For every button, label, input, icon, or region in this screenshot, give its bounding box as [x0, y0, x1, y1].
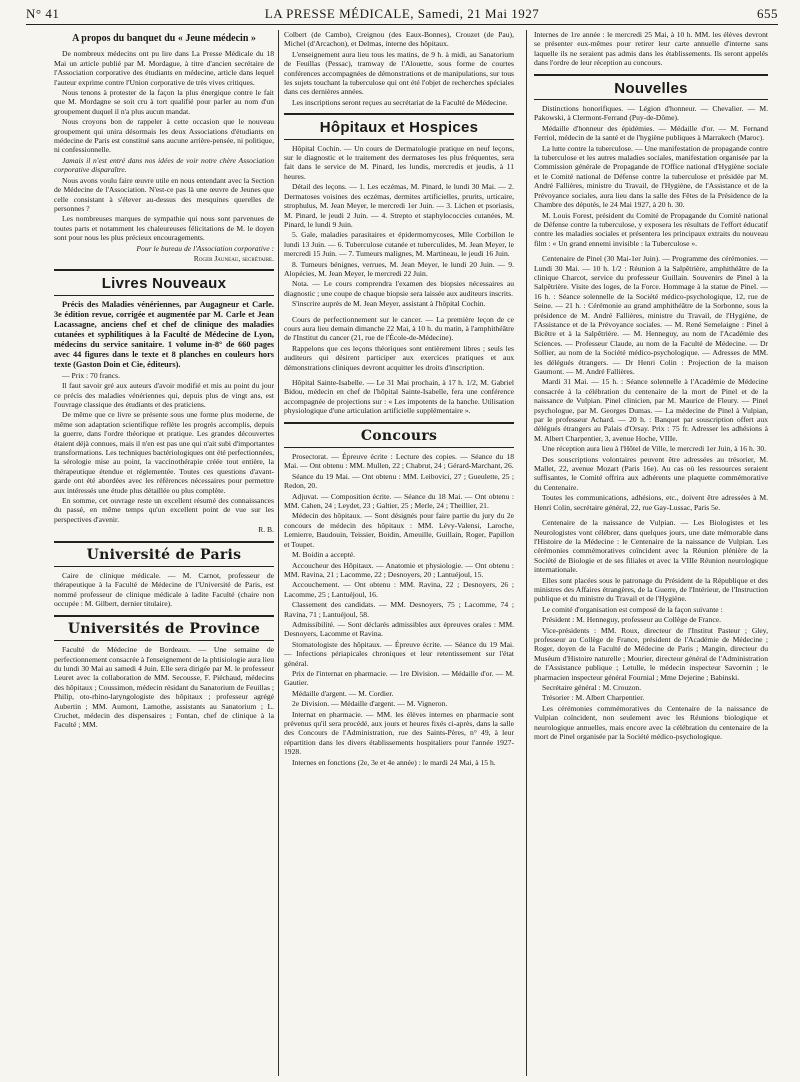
- paragraph: De nombreux médecins ont pu lire dans La Presse Médicale du 18 Mai un article publié par M. Mordague, à titre d'ancien secrétaire de l'Association corporative des étudiants en médecine, article dans lequel l'auteur exprime contre l'Union corporative de très vives critiques.: [54, 49, 274, 87]
- paragraph: M. Boidin a accepté.: [292, 550, 356, 560]
- section-rule: [284, 447, 514, 448]
- paragraph: Hôpital Cochin. — Un cours de Dermatologie pratique en neuf leçons, sur le diagnostic et le traitement des dermatoses les plus fréquentes, sera fait dans le service de M. Pinard, les lundis, mercredis et jeudis, à 11 heures.: [284, 143, 514, 181]
- paragraph: Vice-présidents : MM. Roux, directeur de l'Institut Pasteur ; Gley, professeur au Collège de France, président de l'Académie de Médecine ; Roger, doyen de la Faculté de Médecine de Paris ; Mangin, directeur du Muséum d'Histoire naturelle ; Mourier, directeur général de l'Administration de l'Assistance publique ; Letulle, le médecin inspecteur Savornin ; le pharmacien inspecteur général Fournial ; Mme Dejerine ; Babinski.: [534, 625, 768, 682]
- section-title-province: Universités de Province: [67, 620, 261, 637]
- paragraph: M. Louis Forest, président du Comité de Propagande du Comité national de Défense contre la tuberculose, y exposera les résultats de l'effort éducatif contre les maladies sociales et présentera les principaux extraits du nouveau film : « Un grand ennemi invisible : la Tuberculose ».: [534, 210, 768, 248]
- section-rule: [534, 99, 768, 100]
- paragraph: L'enseignement aura lieu tous les matins, de 9 h. à midi, au Sanatorium de Feuillas (Pessac), tramway de l'Alouette, sous forme de courtes conférences accompagnées de démonstrations et de manipulations, sur tous les sujets touchant la tuberculose qui ont été l'objet de recherches spéciales dans ces dernières années.: [284, 49, 514, 97]
- paragraph: En somme, cet ouvrage reste un excellent résumé des connaissances du passé, en même temps qu'un excellent point de vue sur les perspectives d'avenir.: [54, 496, 274, 524]
- paragraph: Internat en pharmacie. — MM. les élèves internes en pharmacie sont prévenus qu'il sera procédé, aux jours et heures fixés ci-après, dans la salle des Concours de l'Administration, rue des Saints-Pères, n° 49, à leur répartition dans les divers établissements hospitaliers pour l'année 1927-1928.: [284, 709, 514, 757]
- paragraph: De même que ce livre se présente sous une forme plus moderne, de même son adaptation scientifique reflète les progrès accomplis, depuis la guerre, dans l'ordre théorique et pratique. Les grandes découvertes étaient déjà connues, mais il n'en est pas une qui n'ait subi d'importantes transformations. Les techniques bactériologiques ont été perfectionnées, la sérologie mise au point, la vaccinothérapie créée tout entière, la thérapeutique étendue et réglementée. Toutes ces questions d'avant-garde ont été abordées avec les références nécessaires pour permettre aux intéressés une étude plus détaillée ou plus complète.: [54, 410, 274, 495]
- column-divider: [526, 30, 527, 1076]
- page-header: [26, 6, 778, 24]
- paragraph: Caire de clinique médicale. — M. Carnot, professeur de thérapeutique à la Faculté de Médecine de l'Université de Paris, est nommé professeur de clinique médicale à ladite Faculté (chaire non occupée : M. Gilbert, dernier titulaire).: [54, 571, 274, 609]
- section-rule: [54, 615, 274, 617]
- section-rule: [284, 139, 514, 140]
- paragraph: Rappelons que ces leçons théoriques sont entièrement libres ; seuls les auditeurs qui désirent participer aux exercices pratiques et aux démonstrations cliniques devront acquitter les droits d'inscription.: [284, 343, 514, 372]
- section-title-nouvelles: Nouvelles: [614, 79, 688, 97]
- paragraph: Jamais il n'est entré dans nos idées de voir notre chère Association corporative disparaître.: [54, 155, 274, 175]
- paragraph: Des souscriptions volontaires peuvent être adressées au trésorier, M. Mallet, 22, avenue Mozart (Paris 16e). Au cas où les ressources seraient suffisantes, le Comité offrira aux adhérents une plaquette commémorative du Centenaire.: [534, 454, 768, 492]
- banquet-title: A propos du banquet du « Jeune médecin »: [72, 33, 256, 44]
- section-title-hopitaux: Hôpitaux et Hospices: [319, 119, 479, 137]
- paragraph: Il faut savoir gré aux auteurs d'avoir modifié et mis au point du jour ce précis des maladies vénériennes qui, depuis plus de vingt ans, est l'ouvrage classique des étudiants et des praticiens.: [54, 381, 274, 409]
- column-divider: [278, 30, 279, 1076]
- paragraph: Médaille d'argent. — M. Cordier.: [292, 688, 394, 698]
- paragraph: Nous avons voulu faire œuvre utile en nous entendant avec la Section de Médecine de l'Association. N'est-ce pas là une œuvre de Jeunes que celle consistant à s'élever au-dessus des mesquines querelles de personnes ?: [54, 175, 274, 213]
- issue-number: N° 41: [26, 6, 60, 21]
- paragraph: Les nombreuses marques de sympathie qui nous sont parvenues de toutes parts et notamment les chaleureuses félicitations de M. le doyen sont pour nous les plus précieux encouragements.: [54, 214, 274, 243]
- column-1: [54, 30, 274, 1076]
- section-rule: [534, 74, 768, 76]
- paragraph: Classement des candidats. — MM. Desnoyers, 75 ; Lacomme, 74 ; Ravina, 71 ; Lantuéjoul, 58.: [284, 600, 514, 619]
- paragraph: 2e Division. — Médaille d'argent. — M. Vigneron.: [292, 699, 448, 709]
- paragraph: Adjuvat. — Composition écrite. — Séance du 18 Mai. — Ont obtenu : MM. Cahen, 24 ; Leydet, 23 ; Galtier, 25 ; Merle, 24 ; Theillier, 21.: [284, 491, 514, 511]
- column-3: [534, 30, 768, 1076]
- paragraph: Trésorier : M. Albert Charpentier.: [542, 693, 645, 703]
- paragraph: Internes de 1re année : le mercredi 25 Mai, à 10 h. MM. les élèves devront se présenter eux-mêmes pour retirer leur carte annuelle d'interne sans laquelle ils ne seraient pas admis dans les établissements. Ils seront appelés dans l'ordre de leur réception au concours.: [534, 30, 768, 68]
- paragraph: Prosectorat. — Épreuve écrite : Lecture des copies. — Séance du 18 Mai. — Ont obtenu : MM. Mullen, 22 ; Chabrut, 24 ; Gérard-Marchant, 26.: [284, 452, 514, 471]
- paragraph: Les inscriptions seront reçues au secrétariat de la Faculté de Médecine.: [292, 97, 508, 107]
- paragraph: Distinctions honorifiques. — Légion d'honneur. — Chevalier. — M. Pakowski, à Clermont-Ferrand (Puy-de-Dôme).: [534, 104, 768, 123]
- column-2: [284, 30, 514, 1076]
- paragraph: Accouchement. — Ont obtenu : MM. Ravina, 22 ; Desnoyers, 26 ; Lacomme, 25 ; Lantuéjoul, 16.: [284, 580, 514, 599]
- paragraph: Centenaire de Pinel (30 Mai-1er Juin). — Programme des cérémonies. — Lundi 30 Mai. — 10 h. 1/2 : Réunion à la Salpêtrière, amphithéâtre de la clinique Charcot, service du professeur Guillain. Souvenirs de Pinel à la Salpêtrière. Visite des loges, de la Force. Hommage à la statue de Pinel. — 16 h. : Séance solennelle de la Société médico-psychologique, 12, rue de Seine. — 21 h. : Cérémonie au grand amphithéâtre de la Sorbonne, sous la présidence de M. André Fallières, ministre du Travail, de l'Hygiène, de l'Assistance et de la Prévoyance sociales. — M. René Semelaigne : Pinel à Bicêtre et à la Salpêtrière. — M. Henneguy, au nom de l'Académie des Sciences. — Professeur Claude, au nom de la Faculté de Médecine. — Dr Sollier, au nom de la Société médico-psychologique. — Adresses de MM. les délégués étrangers. — Dr Henri Colin : Projection de la maison Gaumont. — M. André Fallières.: [534, 254, 768, 376]
- paragraph: Président : M. Henneguy, professeur au Collège de France.: [542, 615, 721, 625]
- paragraph: Nous tenons à protester de la façon la plus énergique contre le fait que M. Mordagne se soit cru à tort qualifié pour parler au nom d'un groupement duquel il n'a plus aucun mandat.: [54, 88, 274, 116]
- section-title-universite-paris: Université de Paris: [86, 546, 242, 563]
- paragraph: Faculté de Médecine de Bordeaux. — Une semaine de perfectionnement consacrée à l'enseignement de la phtisiologie aura lieu du lundi 30 Mai au samedi 4 Juin. Elle sera dirigée par M. le professeur Leuret avec la collaboration de MM. Secousse, F. Piéchaud, médecins des hôpitaux ; Coussimon, médecin résidant du Sanatorium de Feuillas ; Philip, oto-rhino-laryngologiste des hôpitaux ; professeur agrégé Aubertin ; MM. Aumont, Lamothe, assistants au Sanatorium ; L. Cruchet, médecin des dispensaires ; Fontan, chef de clinique à la Faculté ; MM.: [54, 645, 274, 730]
- paragraph: Mardi 31 Mai. — 15 h. : Séance solennelle à l'Académie de Médecine consacrée à la célébration du centenaire de la mort de Pinel et de la naissance de Vulpian. Pinel clinicien, par M. Maurice de Fleury. — Pinel psychologue, par M. Georges Dumas. — La médecine de Pinel à Vulpian, par le professeur Achard. — 20 h. : Banquet par souscription offert aux délégués étrangers au Palais d'Orsay. Prix : 75 fr. Adresser les adhésions à M. Albert Charpentier, 3, avenue Hoche, VIIIe.: [534, 377, 768, 443]
- section-rule: [54, 269, 274, 271]
- paragraph: Admissibilité. — Sont déclarés admissibles aux épreuves orales : MM. Desnoyers, Lacomme et Ravina.: [284, 619, 514, 639]
- paragraph: Hôpital Sainte-Isabelle. — Le 31 Mai prochain, à 17 h. 1/2, M. Gabriel Bidou, médecin en chef de l'hôpital Sainte-Isabelle, fera une conférence accompagnée de projections sur : « Les impotents de la hanche. Utilisation physiologique d'une articulation artificielle supplémentaire ».: [284, 378, 514, 416]
- signature-line: Pour le bureau de l'Association corporative :: [136, 243, 274, 253]
- paragraph: Médecin des hôpitaux. — Sont désignés pour faire partie du jury du 2e concours de médecin des hôpitaux : MM. Lévy-Valensi, Laroche, Lemierre, Baudouin, Teissier, Boidin, Ameuille, Guillain, Roger, Papillon et Toupet.: [284, 511, 514, 549]
- signature: Roger Jauneau, secrétaire.: [193, 253, 274, 263]
- section-rule: [54, 566, 274, 567]
- section-rule: [284, 113, 514, 115]
- paragraph: Nota. — Le cours comprendra l'examen des biopsies nécessaires au diagnostic ; une coupe de chaque biopsie sera laissée aux auditeurs inscrits.: [284, 279, 514, 298]
- paragraph: Le comité d'organisation est composé de la façon suivante :: [542, 604, 723, 614]
- page-number: 655: [757, 6, 778, 21]
- book-entry: [54, 300, 274, 370]
- paragraph: Une réception aura lieu à l'Hôtel de Ville, le mercredi 1er Juin, à 16 h. 30.: [542, 444, 767, 454]
- section-title-livres: Livres Nouveaux: [101, 275, 227, 293]
- header-rule: [26, 24, 778, 25]
- paragraph: 5. Gale, maladies parasitaires et épidermomycoses, Mlle Corbillon le lundi 13 Juin. — 6. Tuberculose cutanée et tuberculides, M. Jean Meyer, le mercredi 15 Juin. — 7. Tumeurs malignes, M. Martineau, le jeudi 16 Juin.: [284, 230, 514, 259]
- paragraph: Colbert (de Cambo), Creignou (des Eaux-Bonnes), Crouzet (de Pau), Michel (d'Arcachon), et Delmas, interne des hôpitaux.: [284, 30, 514, 49]
- paragraph: Séance du 19 Mai. — Ont obtenu : MM. Leibovici, 27 ; Gueulette, 25 ; Redon, 20.: [284, 471, 514, 491]
- paragraph: Cours de perfectionnement sur le cancer. — La première leçon de ce cours aura lieu demain dimanche 22 Mai, à 10 h. du matin, à l'amphithéâtre de l'Institut du cancer (21, rue de l'École-de-Médecine).: [284, 314, 514, 343]
- paragraph: Médaille d'honneur des épidémies. — Médaille d'or. — M. Fernand Ferriol, médecin de la santé et de l'hygiène publiques à Marrakech (Maroc).: [534, 123, 768, 143]
- section-rule: [54, 541, 274, 543]
- signature: R. B.: [258, 525, 274, 535]
- paragraph: 8. Tumeurs bénignes, verrues, M. Jean Meyer, le lundi 20 Juin. — 9. Alopécies, M. Jean Meyer, le mercredi 22 Juin.: [284, 259, 514, 278]
- paragraph: Accoucheur des Hôpitaux. — Anatomie et physiologie. — Ont obtenu : MM. Ravina, 21 ; Lacomme, 22 ; Desnoyers, 20 ; Lantuéjoul, 15.: [284, 560, 514, 579]
- paragraph: Les cérémonies commémoratives du Centenaire de la naissance de Vulpian coïncident, non seulement avec les Réunions biologique et neurologique annuelles, mais encore avec la célébration du centenaire de la mort de Pinel organisée par la Société médico-psychologique.: [534, 703, 768, 742]
- paragraph: Toutes les communications, adhésions, etc., doivent être adressées à M. Henri Colin, secrétaire général, 22, rue Gay-Lussac, Paris 5e.: [534, 493, 768, 512]
- paragraph: Centenaire de la naissance de Vulpian. — Les Biologistes et les Neurologistes vont célébrer, dans quelques jours, une date mémorable dans l'Histoire de la Médecine : le Centenaire de la naissance de Vulpian. Les cérémonies commémoratives coïncident avec la Réunion plénière de la Société de Biologie et de ses filiales et avec la VIIIe Réunion neurologique internationale.: [534, 518, 768, 575]
- paragraph: Prix de l'internat en pharmacie. — 1re Division. — Médaille d'or. — M. Gautier.: [284, 668, 514, 688]
- paragraph: Secrétaire général : M. Crouzon.: [542, 683, 642, 692]
- paragraph: Elles sont placées sous le patronage du Président de la République et des ministres des Affaires étrangères, de la Guerre, de l'Intérieur, de l'Instruction publique et du ministre du Travail et de l'Hygiène.: [534, 575, 768, 604]
- paragraph: Détail des leçons. — 1. Les eczémas, M. Pinard, le lundi 30 Mai. — 2. Dermatoses voisines des eczémas, dermites artificielles, prurits, urticaire, strophulus, M. Jean Meyer, le mercredi 1er Juin. — 3. Lichen et psoriasis, M. Pinard, le jeudi 2 Juin. — 4. Strepto et staphylococcies cutanées, M. Pinard, le lundi 9 Juin.: [284, 182, 514, 229]
- section-title-concours: Concours: [360, 427, 438, 444]
- paragraph: Nous croyons bon de rappeler à cette occasion que le nouveau groupement qui unira désormais les deux Associations d'étudiants en médecine de Paris est constitué sans aucune arrière-pensée, ni politique, ni confessionnelle.: [54, 117, 274, 155]
- paragraph: S'inscrire auprès de M. Jean Meyer, assistant à l'hôpital Cochin.: [292, 299, 486, 309]
- section-rule: [54, 295, 274, 296]
- paragraph: La lutte contre la tuberculose. — Une manifestation de propagande contre la tuberculose et les autres maladies sociales, manifestation organisée par la Commission générale de Propagande de l'Office national d'Hygiène sociale et le Comité national de Défense contre la tuberculose et présidée par M. André Fallières, ministre du Travail, de l'Hygiène, de l'Assistance et de la Prévoyance sociales, aura lieu dans la salle des Fêtes de la Présidence de la Chambre des députés, le 24 Mai 1927, à 20 h. 30.: [534, 143, 768, 210]
- paragraph: Internes en fonctions (2e, 3e et 4e année) : le mardi 24 Mai, à 15 h.: [292, 757, 496, 767]
- journal-title: LA PRESSE MÉDICALE, Samedi, 21 Mai 1927: [264, 6, 540, 21]
- section-rule: [284, 422, 514, 424]
- paragraph: Stomatologiste des hôpitaux. — Épreuve écrite. — Séance du 19 Mai. — Infections périapicales chroniques et leur retentissement sur l'état général.: [284, 639, 514, 668]
- book-description: Précis des Maladies vénériennes, par Augagneur et Carle. 3e édition revue, corrigée et augmentée par M. Carle et Jean Lacassagne, anciens chef et chef de clinique des maladies cutanées et syphilitiques à la Faculté de Médecine de Lyon, médecins du service sanitaire. 1 volume in-8° de 660 pages avec 44 figures dans le texte et 8 planches en couleurs hors texte (Gaston Doin et Cie, éditeurs).: [54, 299, 274, 369]
- section-rule: [54, 640, 274, 641]
- book-price: — Prix : 70 francs.: [62, 370, 120, 380]
